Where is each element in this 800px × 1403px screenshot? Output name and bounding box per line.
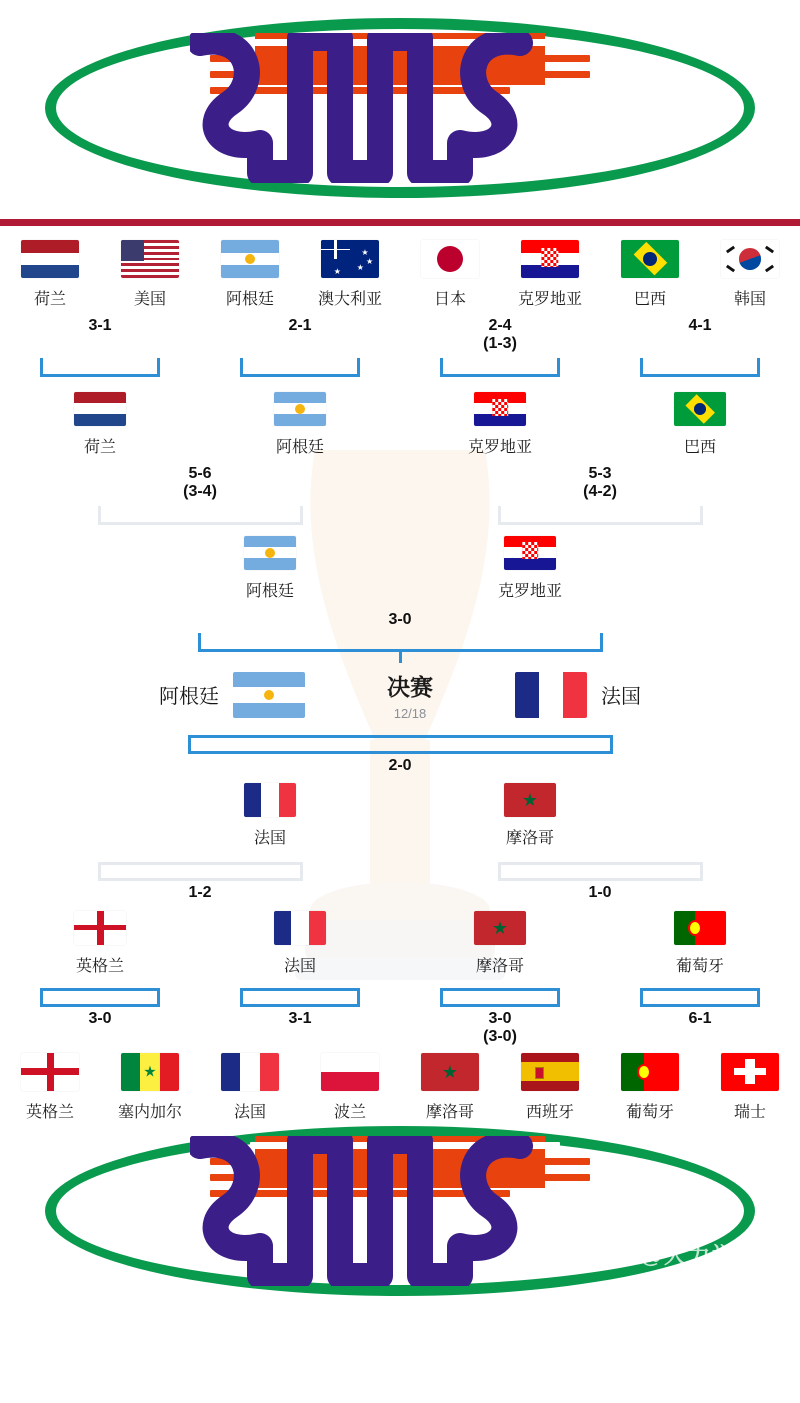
team-cell[interactable] bbox=[702, 1053, 798, 1122]
score-sub: (3-4) bbox=[183, 483, 217, 501]
england-flag bbox=[74, 911, 126, 945]
score-main: 2-0 bbox=[388, 756, 412, 774]
netherlands-flag bbox=[21, 240, 79, 278]
team-cell[interactable] bbox=[2, 1053, 98, 1122]
team-name: 摩洛哥 bbox=[475, 957, 524, 975]
logo-script-icon bbox=[190, 1136, 610, 1286]
team-name: 葡萄牙 bbox=[625, 1103, 674, 1121]
team-cell[interactable] bbox=[702, 240, 798, 309]
team-cell[interactable] bbox=[302, 240, 398, 309]
team-cell[interactable] bbox=[652, 911, 748, 976]
team-cell[interactable] bbox=[252, 392, 348, 457]
score-main: 1-2 bbox=[188, 884, 212, 902]
bracket-connector bbox=[240, 988, 360, 1004]
score-main: 3-0 bbox=[488, 1009, 512, 1027]
final-date: 12/18 bbox=[393, 705, 427, 721]
team-name: 美国 bbox=[133, 291, 166, 308]
team-cell[interactable] bbox=[452, 911, 548, 976]
lower-quarter-finals bbox=[0, 862, 800, 975]
team-cell[interactable] bbox=[222, 783, 318, 848]
score-main: 2-4 bbox=[488, 317, 512, 334]
score-main: 3-1 bbox=[288, 1009, 312, 1027]
team-name: 阿根廷 bbox=[275, 438, 324, 456]
team-name: 法国 bbox=[233, 1103, 266, 1121]
team-cell[interactable] bbox=[102, 240, 198, 309]
final-title: 决赛 bbox=[387, 673, 433, 700]
team-cell[interactable] bbox=[222, 536, 318, 601]
team-cell[interactable] bbox=[602, 240, 698, 309]
team-name: 韩国 bbox=[733, 291, 766, 308]
match-score bbox=[0, 611, 800, 629]
switzerland-flag bbox=[721, 1053, 779, 1091]
team-name: 荷兰 bbox=[33, 291, 66, 308]
bracket-connector bbox=[98, 862, 303, 878]
team-cell[interactable] bbox=[502, 240, 598, 309]
bottom-logo-banner bbox=[0, 1136, 800, 1286]
match-score bbox=[20, 317, 180, 354]
team-name: 克罗地亚 bbox=[497, 582, 562, 600]
japan-flag bbox=[421, 240, 479, 278]
team-cell[interactable] bbox=[252, 911, 348, 976]
france-flag bbox=[274, 911, 326, 945]
score-main: 4-1 bbox=[688, 317, 712, 334]
senegal-flag: ★ bbox=[121, 1053, 179, 1091]
match-score bbox=[450, 884, 750, 902]
final-match bbox=[0, 669, 800, 721]
team-name: 阿根廷 bbox=[159, 686, 219, 709]
poland-flag bbox=[321, 1053, 379, 1091]
final-label bbox=[315, 669, 505, 721]
lower-semi-finals bbox=[0, 735, 800, 848]
match-score bbox=[620, 317, 780, 354]
match-score bbox=[620, 1010, 780, 1047]
bracket-connector bbox=[240, 358, 360, 374]
match-score bbox=[220, 317, 380, 354]
team-name: 克罗地亚 bbox=[517, 291, 582, 308]
team-cell[interactable] bbox=[402, 240, 498, 309]
team-cell[interactable] bbox=[402, 1053, 498, 1122]
team-name: 荷兰 bbox=[83, 438, 116, 456]
morocco-flag: ★ bbox=[504, 783, 556, 817]
team-name: 巴西 bbox=[683, 438, 716, 456]
france-flag bbox=[244, 783, 296, 817]
england-flag bbox=[21, 1053, 79, 1091]
bracket-connector bbox=[188, 735, 613, 751]
match-score bbox=[420, 317, 580, 354]
match-score bbox=[50, 884, 350, 902]
portugal-flag bbox=[674, 911, 726, 945]
team-name: 法国 bbox=[601, 686, 641, 709]
team-cell[interactable] bbox=[52, 911, 148, 976]
final-right-team[interactable] bbox=[515, 672, 641, 718]
bracket-connector bbox=[198, 633, 603, 649]
team-name: 克罗地亚 bbox=[467, 438, 532, 456]
score-sub: (1-3) bbox=[483, 335, 517, 353]
match-score bbox=[220, 1010, 380, 1047]
team-name: 摩洛哥 bbox=[505, 830, 554, 848]
bracket-connector bbox=[98, 506, 303, 522]
bracket-connector bbox=[498, 506, 703, 522]
australia-flag: ★ ★ ★ ★ bbox=[321, 240, 379, 278]
argentina-flag bbox=[274, 392, 326, 426]
bracket-connector bbox=[40, 358, 160, 374]
team-name: 英格兰 bbox=[25, 1103, 74, 1121]
team-cell[interactable] bbox=[102, 1053, 198, 1122]
world-cup-bracket bbox=[0, 226, 800, 1122]
team-cell[interactable] bbox=[482, 536, 578, 601]
final-left-team[interactable] bbox=[159, 672, 305, 718]
red-divider bbox=[0, 219, 800, 226]
team-cell[interactable] bbox=[482, 783, 578, 848]
score-main: 6-1 bbox=[688, 1009, 712, 1027]
team-cell[interactable] bbox=[52, 392, 148, 457]
match-score bbox=[20, 1010, 180, 1047]
spain-flag bbox=[521, 1053, 579, 1091]
team-name: 法国 bbox=[283, 957, 316, 975]
match-score bbox=[50, 465, 350, 502]
score-main: 2-1 bbox=[288, 317, 312, 334]
lower-round-of-16 bbox=[0, 988, 800, 1122]
score-sub: (3-0) bbox=[483, 1028, 517, 1046]
bracket-connector bbox=[440, 358, 560, 374]
score-main: 3-1 bbox=[88, 317, 112, 334]
team-name: 巴西 bbox=[633, 291, 666, 308]
top-logo-banner bbox=[0, 0, 800, 215]
score-main: 1-0 bbox=[588, 884, 612, 902]
logo-ellipse bbox=[45, 18, 755, 198]
team-name: 阿根廷 bbox=[245, 582, 294, 600]
upper-semi-finals bbox=[0, 536, 800, 663]
netherlands-flag bbox=[74, 392, 126, 426]
score-main: 3-0 bbox=[388, 610, 412, 628]
team-name: 瑞士 bbox=[733, 1103, 766, 1121]
match-score bbox=[450, 465, 750, 502]
croatia-flag bbox=[504, 536, 556, 570]
team-cell[interactable] bbox=[452, 392, 548, 457]
match-score bbox=[420, 1010, 580, 1047]
upper-quarter-finals bbox=[0, 392, 800, 522]
team-name: 英格兰 bbox=[75, 957, 124, 975]
team-name: 法国 bbox=[253, 830, 286, 848]
score-main: 5-3 bbox=[588, 464, 612, 482]
author-watermark: @大力说球 bbox=[640, 1242, 760, 1268]
bracket-connector bbox=[640, 358, 760, 374]
bracket-connector bbox=[640, 988, 760, 1004]
croatia-flag bbox=[474, 392, 526, 426]
score-main: 5-6 bbox=[188, 464, 212, 482]
logo-ellipse bbox=[45, 1126, 755, 1296]
croatia-flag bbox=[521, 240, 579, 278]
bracket-connector bbox=[498, 862, 703, 878]
team-name: 葡萄牙 bbox=[675, 957, 724, 975]
bracket-connector bbox=[440, 988, 560, 1004]
team-cell[interactable] bbox=[502, 1053, 598, 1122]
brazil-flag bbox=[621, 240, 679, 278]
team-name: 西班牙 bbox=[525, 1103, 574, 1121]
morocco-flag: ★ bbox=[474, 911, 526, 945]
south-korea-flag bbox=[721, 240, 779, 278]
team-cell[interactable] bbox=[652, 392, 748, 457]
logo-inner bbox=[190, 1136, 610, 1286]
france-flag bbox=[221, 1053, 279, 1091]
score-sub: (4-2) bbox=[583, 483, 617, 501]
france-flag bbox=[515, 672, 587, 718]
team-cell[interactable] bbox=[2, 240, 98, 309]
morocco-flag: ★ bbox=[421, 1053, 479, 1091]
portugal-flag bbox=[621, 1053, 679, 1091]
upper-round-of-16 bbox=[0, 240, 800, 374]
team-name: 阿根廷 bbox=[225, 291, 274, 308]
team-cell[interactable] bbox=[202, 1053, 298, 1122]
brazil-flag bbox=[674, 392, 726, 426]
team-name: 波兰 bbox=[333, 1103, 366, 1121]
logo-script-icon bbox=[190, 33, 610, 183]
bracket-connector bbox=[40, 988, 160, 1004]
argentina-flag bbox=[221, 240, 279, 278]
team-name: 日本 bbox=[433, 291, 466, 308]
team-cell[interactable] bbox=[202, 240, 298, 309]
team-name: 澳大利亚 bbox=[317, 291, 382, 308]
team-name: 摩洛哥 bbox=[425, 1103, 474, 1121]
argentina-flag bbox=[233, 672, 305, 718]
team-name: 塞内加尔 bbox=[117, 1103, 182, 1121]
argentina-flag bbox=[244, 536, 296, 570]
team-cell[interactable] bbox=[602, 1053, 698, 1122]
match-score bbox=[0, 757, 800, 775]
team-cell[interactable] bbox=[302, 1053, 398, 1122]
usa-flag bbox=[121, 240, 179, 278]
score-main: 3-0 bbox=[88, 1009, 112, 1027]
logo-inner bbox=[190, 33, 610, 183]
